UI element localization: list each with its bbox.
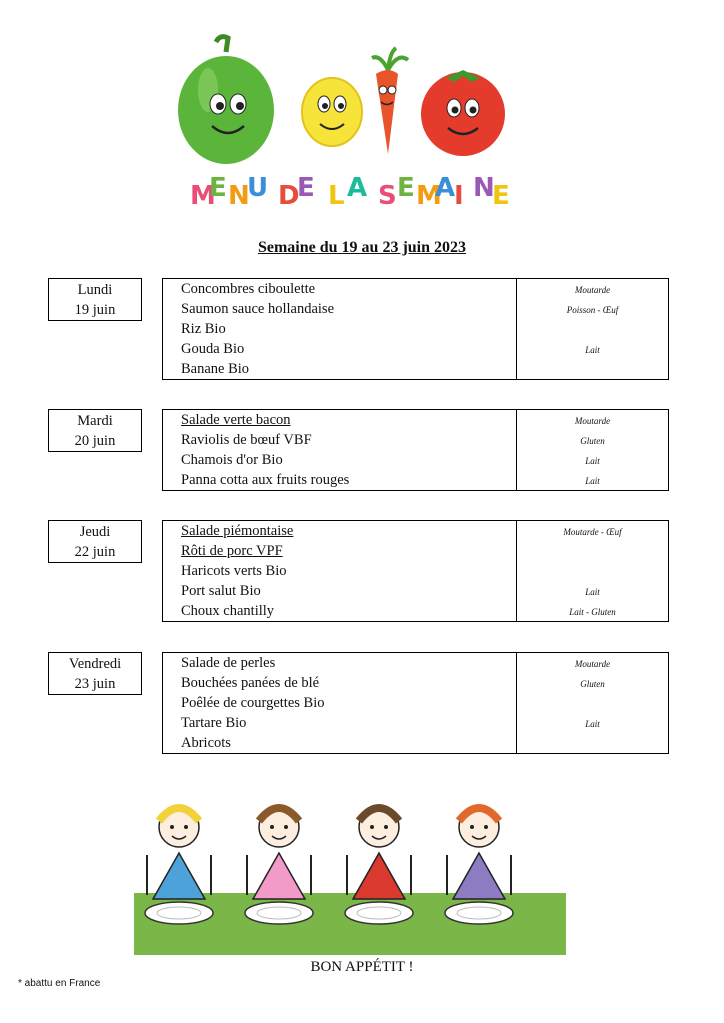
allergen-note: Moutarde — [574, 285, 611, 295]
allergen-note: Lait — [585, 456, 600, 466]
pepper-icon — [178, 37, 274, 164]
child-figure — [145, 807, 213, 924]
logo-letter: N — [228, 181, 250, 211]
children-table-illustration — [134, 795, 566, 955]
allergen-note: Lait — [585, 476, 600, 486]
allergen-note: Lait — [585, 587, 600, 597]
dish-item: Port salut Bio — [181, 583, 261, 599]
footnote: * abattu en France — [18, 978, 101, 989]
carrot-icon — [372, 48, 408, 154]
dish-item: Poêlée de courgettes Bio — [181, 695, 325, 711]
logo-title — [190, 173, 510, 211]
dish-column — [163, 653, 517, 753]
menu-box — [162, 409, 669, 491]
menu-box — [162, 278, 669, 380]
allergen-note — [517, 561, 668, 581]
child-figure — [345, 807, 413, 924]
dish-item: Chamois d'or Bio — [181, 452, 283, 468]
dish-item: Salade de perles — [181, 655, 276, 671]
dish-item: Riz Bio — [181, 321, 226, 337]
logo-letter: I — [454, 181, 464, 211]
dish-item: Panna cotta aux fruits rouges — [181, 472, 350, 488]
day-date: 19 juin — [74, 302, 116, 318]
allergen-note: Moutarde - Œuf — [563, 527, 622, 537]
day-label — [48, 409, 142, 452]
logo-letter: D — [278, 181, 300, 211]
logo-letter: U — [247, 173, 269, 203]
table-grass — [134, 893, 566, 955]
allergen-column — [517, 410, 668, 490]
lemon-icon — [302, 78, 362, 146]
allergen-note: Moutarde — [574, 659, 611, 669]
allergen-note — [517, 319, 668, 339]
week-title: Semaine du 19 au 23 juin 2023 — [257, 239, 467, 256]
dish-item: Banane Bio — [181, 361, 250, 377]
allergen-note: Poisson - Œuf — [566, 305, 619, 315]
day-date: 22 juin — [74, 544, 116, 560]
dish-item: Gouda Bio — [181, 341, 245, 357]
dish-item: Rôti de porc VPF — [181, 543, 283, 559]
logo-letter: S — [378, 181, 397, 211]
allergen-note: Moutarde — [574, 416, 611, 426]
menu-logo — [176, 30, 510, 215]
tomato-icon — [421, 70, 505, 156]
logo-letter: M — [190, 181, 216, 211]
dish-column — [163, 521, 517, 621]
allergen-note: Lait - Gluten — [569, 607, 616, 617]
logo-letter: E — [209, 173, 227, 203]
child-figure — [245, 807, 313, 924]
dish-column — [163, 410, 517, 490]
dish-item: Raviolis de bœuf VBF — [181, 432, 312, 448]
logo-letter: L — [328, 181, 345, 211]
dish-item: Tartare Bio — [181, 715, 247, 731]
dish-column — [163, 279, 517, 379]
dish-item: Bouchées panées de blé — [181, 675, 320, 691]
day-name: Mardi — [77, 413, 113, 429]
allergen-note: Gluten — [580, 436, 605, 446]
day-label — [48, 652, 142, 695]
dish-item: Salade piémontaise — [181, 523, 294, 539]
logo-letter: E — [397, 173, 415, 203]
allergen-note: Lait — [585, 719, 600, 729]
dish-item: Abricots — [181, 735, 231, 751]
dish-item: Haricots verts Bio — [181, 563, 287, 579]
day-label — [48, 278, 142, 321]
dish-item: Choux chantilly — [181, 603, 275, 619]
menu-box — [162, 520, 669, 622]
allergen-note — [517, 733, 668, 753]
day-label — [48, 520, 142, 563]
allergen-note — [517, 359, 668, 379]
dish-item: Salade verte bacon — [181, 412, 291, 428]
allergen-note: Lait — [585, 345, 600, 355]
allergen-note — [517, 541, 668, 561]
child-figure — [445, 807, 513, 924]
logo-letter: M — [416, 181, 442, 211]
allergen-column — [517, 521, 668, 621]
day-name: Jeudi — [79, 524, 111, 540]
allergen-note: Gluten — [580, 679, 605, 689]
logo-letter: N — [473, 173, 495, 203]
allergen-column — [517, 279, 668, 379]
allergen-note — [517, 693, 668, 713]
menu-box — [162, 652, 669, 754]
dish-item: Saumon sauce hollandaise — [181, 301, 335, 317]
day-name: Vendredi — [68, 656, 122, 672]
bon-appetit: BON APPÉTIT ! — [310, 959, 414, 975]
logo-letter: A — [435, 173, 456, 203]
dish-item: Concombres ciboulette — [181, 281, 316, 297]
logo-letter: A — [347, 173, 368, 203]
day-date: 23 juin — [74, 676, 116, 692]
day-date: 20 juin — [74, 433, 116, 449]
day-name: Lundi — [77, 282, 113, 298]
logo-letter: E — [492, 181, 510, 211]
allergen-column — [517, 653, 668, 753]
logo-letter: E — [297, 173, 315, 203]
